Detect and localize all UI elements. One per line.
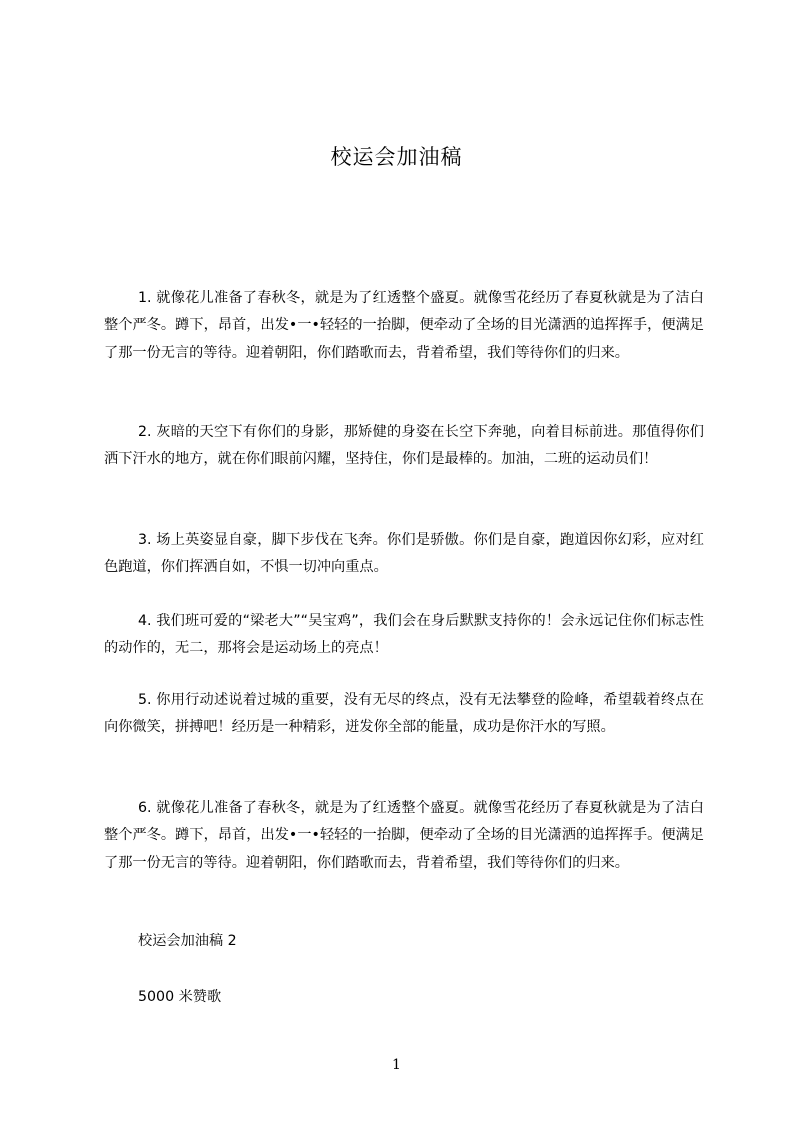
paragraph-3: 3. 场上英姿显自豪，脚下步伐在飞奔。你们是骄傲。你们是自豪，跑道因你幻彩，应对红色跑道，你们挥洒自如，不惧一切冲向重点。 bbox=[104, 532, 704, 576]
section-heading-2: 校运会加油稿 2 bbox=[138, 933, 237, 949]
paragraph-2: 2. 灰暗的天空下有你们的身影，那矫健的身姿在长空下奔驰，向着目标前进。那值得你们洒下汗水的地方，就在你们眼前闪耀，坚持住，你们是最棒的。加油，二班的运动员们！ bbox=[104, 424, 704, 468]
paragraph-6: 6. 就像花儿准备了春秋冬，就是为了红透整个盛夏。就像雪花经历了春夏秋就是为了洁白整个严冬。蹲下，昂首，出发•一•轻轻的一抬脚，便牵动了全场的目光潇洒的追挥挥手。便满足了那一份无言的等待。迎着朝阳，你们踏歌而去，背着希望，我们等待你们的归来。 bbox=[104, 800, 704, 871]
paragraph-1: 1. 就像花儿准备了春秋冬，就是为了红透整个盛夏。就像雪花经历了春夏秋就是为了洁白整个严冬。蹲下，昂首，出发•一•轻轻的一抬脚，便牵动了全场的目光潇洒的追挥挥手，便满足了那一份无言的等待。迎着朝阳，你们踏歌而去，背着希望，我们等待你们的归来。 bbox=[104, 290, 704, 361]
page-number: 1 bbox=[392, 1057, 401, 1073]
paragraph-4: 4. 我们班可爱的“梁老大”“吴宝鸡”，我们会在身后默默支持你的！会永远记住你们标志性的动作的，无二，那将会是运动场上的亮点！ bbox=[104, 613, 704, 657]
section-subheading: 5000 米赞歌 bbox=[138, 989, 222, 1005]
paragraph-5: 5. 你用行动述说着过城的重要，没有无尽的终点，没有无法攀登的险峰，希望载着终点在向你微笑，拼搏吧！经历是一种精彩，迸发你全部的能量，成功是你汗水的写照。 bbox=[104, 692, 704, 736]
document-title: 校运会加油稿 bbox=[330, 145, 463, 169]
